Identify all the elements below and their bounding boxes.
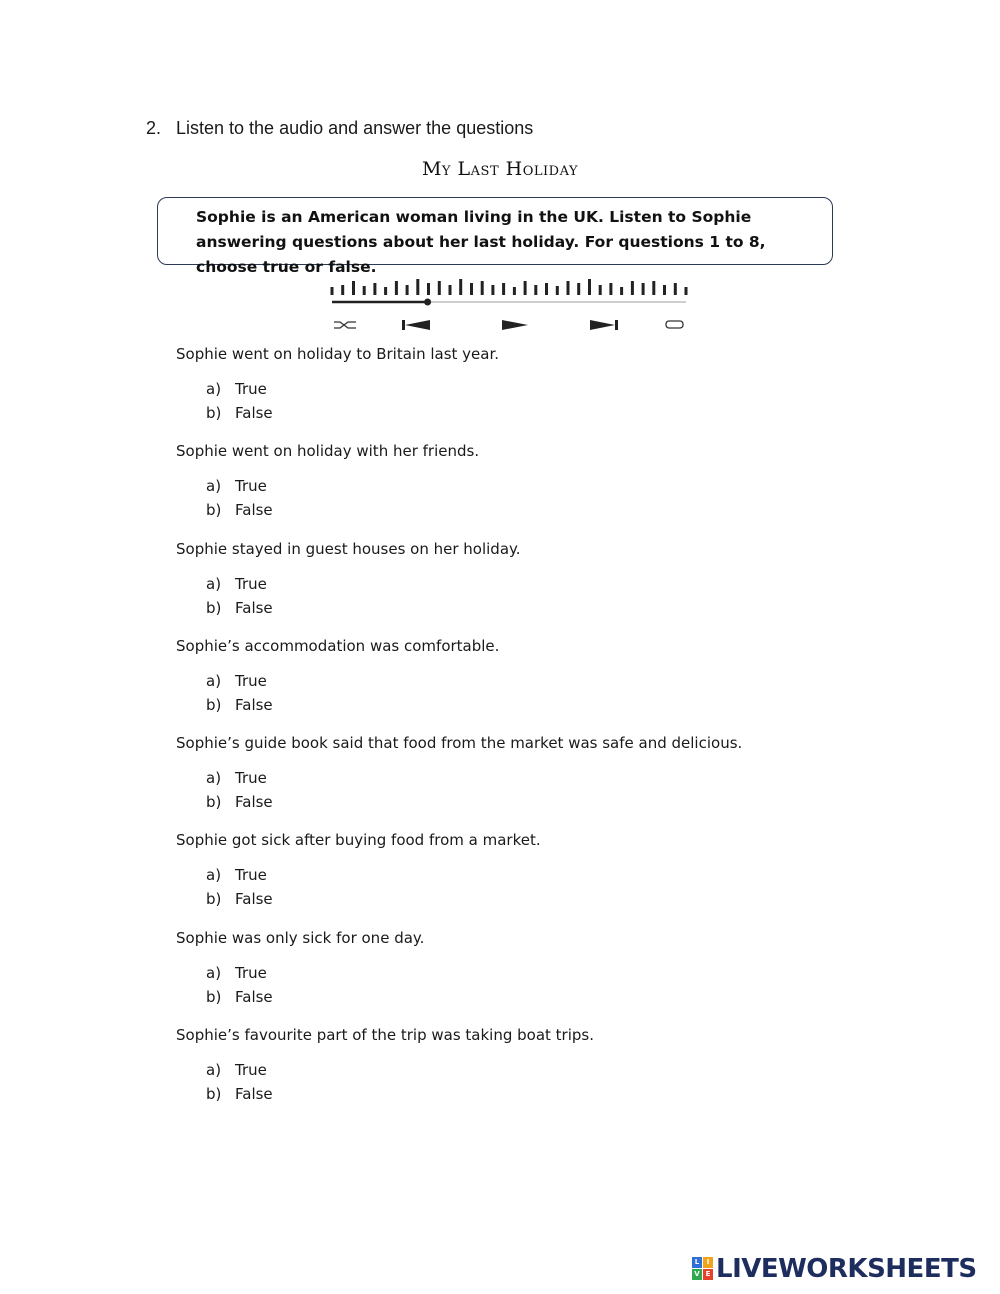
option-false[interactable] <box>176 695 876 719</box>
option-letter: a) <box>206 769 222 788</box>
question <box>176 441 876 538</box>
option-letter: b) <box>206 404 222 422</box>
waveform-bar <box>556 286 559 295</box>
waveform-bar <box>642 283 645 295</box>
instruction-number: 2. <box>146 118 162 138</box>
waveform-bar <box>588 279 591 295</box>
waveform-bar <box>373 283 376 295</box>
waveform-bar <box>534 285 537 295</box>
waveform-bar <box>459 279 462 295</box>
option-letter: a) <box>206 1061 222 1080</box>
waveform-bar <box>384 287 387 295</box>
question-text: Sophie’s accommodation was comfortable. <box>176 636 500 655</box>
waveform-bar <box>341 285 344 295</box>
option-label: True <box>235 380 267 398</box>
question-text: Sophie’s guide book said that food from the market was safe and delicious. <box>176 734 743 753</box>
option-letter: b) <box>206 987 222 1006</box>
option-false[interactable] <box>176 1084 876 1108</box>
waveform-bar <box>416 279 419 295</box>
option-true[interactable] <box>176 574 876 598</box>
option-letter: b) <box>206 501 222 520</box>
option-letter: b) <box>206 695 222 714</box>
instruction-text: Listen to the audio and answer the questions <box>176 118 534 138</box>
question-list <box>176 344 876 1122</box>
waveform-bar <box>502 283 505 295</box>
option-label: True <box>235 671 267 690</box>
waveform-bar <box>470 283 473 295</box>
question-text: Sophie’s favourite part of the trip was taking boat trips. <box>176 1026 594 1045</box>
option-label: True <box>235 963 267 982</box>
question <box>176 830 876 927</box>
waveform-bar <box>631 281 634 295</box>
liveworksheets-logo <box>692 1254 992 1284</box>
waveform-bar <box>363 286 366 295</box>
intro-box <box>157 197 833 276</box>
option-label: True <box>235 866 267 885</box>
option-true[interactable] <box>176 865 876 889</box>
option-true[interactable] <box>176 963 876 987</box>
logo-block: V <box>692 1269 702 1280</box>
option-letter: a) <box>206 671 222 690</box>
option-true[interactable] <box>176 768 876 792</box>
option-letter: a) <box>206 477 222 496</box>
question <box>176 1025 876 1122</box>
waveform-bar <box>620 287 623 295</box>
shuffle-icon[interactable] <box>334 322 356 328</box>
question <box>176 539 876 636</box>
option-letter: b) <box>206 1085 222 1104</box>
previous-icon[interactable] <box>402 320 430 330</box>
option-letter: a) <box>206 963 222 982</box>
logo-block: E <box>703 1269 713 1280</box>
option-true[interactable] <box>176 1060 876 1084</box>
worksheet-title: My Last Holiday <box>421 158 579 180</box>
option-letter: a) <box>206 866 222 885</box>
waveform-bar <box>331 287 334 295</box>
logo-blocks-icon <box>692 1257 714 1281</box>
waveform-bar <box>352 281 355 295</box>
waveform-bar <box>395 281 398 295</box>
option-true[interactable] <box>176 671 876 695</box>
question-text: Sophie got sick after buying food from a market. <box>176 831 541 850</box>
option-false[interactable] <box>176 598 876 622</box>
waveform-bar <box>567 281 570 295</box>
option-letter: b) <box>206 793 222 812</box>
option-label: False <box>235 598 273 617</box>
waveform-bar <box>545 283 548 295</box>
waveform-bar <box>449 285 452 295</box>
option-label: True <box>235 769 267 788</box>
option-false[interactable] <box>176 987 876 1011</box>
waveform-bar <box>427 283 430 295</box>
instruction <box>146 118 533 139</box>
option-label: True <box>235 574 267 593</box>
waveform-bar <box>685 287 688 295</box>
waveform-bar <box>599 285 602 295</box>
option-letter: a) <box>206 574 222 593</box>
option-label: False <box>235 890 273 909</box>
option-label: False <box>235 1085 273 1104</box>
option-false[interactable] <box>176 792 876 816</box>
waveform-bar <box>663 285 666 295</box>
question-text: Sophie stayed in guest houses on her holiday. <box>176 539 521 558</box>
audio-player[interactable] <box>326 276 692 336</box>
logo-text: LIVEWORKSHEETS <box>716 1254 977 1284</box>
question-text: Sophie was only sick for one day. <box>176 928 425 947</box>
question <box>176 636 876 733</box>
waveform-bar <box>491 285 494 295</box>
question <box>176 344 876 441</box>
waveform-bar <box>406 285 409 295</box>
waveform-bar <box>652 281 655 295</box>
option-label: False <box>235 793 273 812</box>
waveform-bar <box>524 281 527 295</box>
waveform-bar <box>438 281 441 295</box>
waveform-bar <box>577 283 580 295</box>
next-icon[interactable] <box>590 320 618 330</box>
repeat-icon[interactable] <box>666 321 683 328</box>
question <box>176 733 876 830</box>
waveform <box>331 279 688 295</box>
option-true[interactable] <box>176 379 876 403</box>
logo-block: I <box>703 1257 713 1268</box>
waveform-bar <box>513 287 516 295</box>
option-label: True <box>235 477 267 496</box>
option-false[interactable] <box>176 403 876 427</box>
option-false[interactable] <box>176 500 876 524</box>
option-label: True <box>235 1061 267 1080</box>
logo-block: L <box>692 1257 702 1268</box>
question-text: Sophie went on holiday with her friends. <box>176 442 480 461</box>
option-label: False <box>235 501 273 520</box>
question-text: Sophie went on holiday to Britain last year. <box>176 345 500 363</box>
option-letter: b) <box>206 890 222 909</box>
waveform-bar <box>481 281 484 295</box>
waveform-bar <box>674 283 677 295</box>
progress-handle[interactable] <box>424 299 431 306</box>
option-label: False <box>235 695 273 714</box>
option-label: False <box>235 404 273 422</box>
option-letter: b) <box>206 598 222 617</box>
option-false[interactable] <box>176 889 876 913</box>
intro-text: Sophie is an American woman living in the UK. Listen to Sophie answering questions about her last holiday. For questions 1 to 8, choose true or false. <box>196 208 766 276</box>
question <box>176 928 876 1025</box>
option-true[interactable] <box>176 476 876 500</box>
option-label: False <box>235 987 273 1006</box>
waveform-bar <box>609 283 612 295</box>
option-letter: a) <box>206 380 222 398</box>
play-icon[interactable] <box>502 320 528 330</box>
